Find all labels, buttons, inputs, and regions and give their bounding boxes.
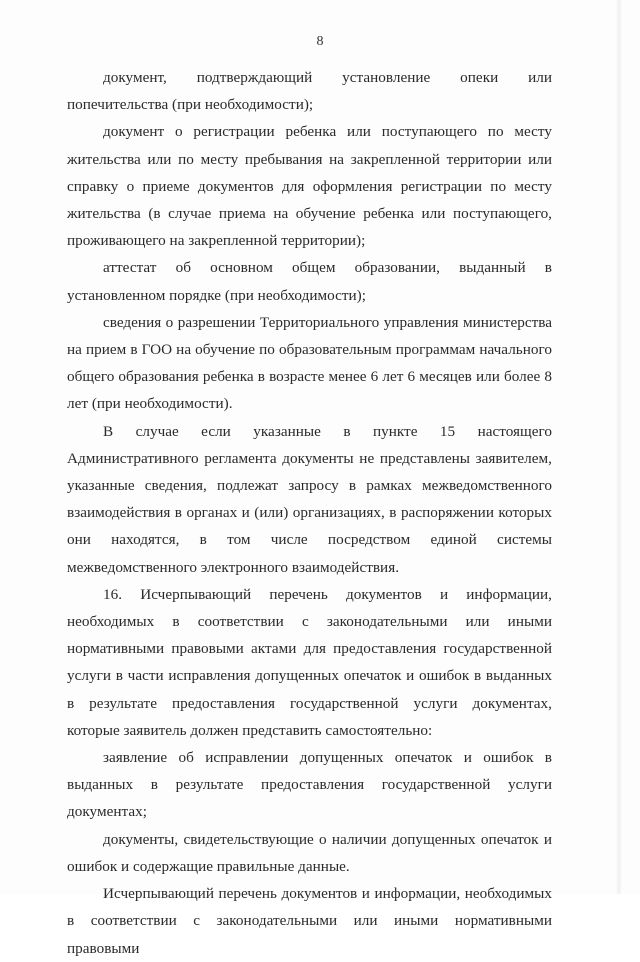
paragraph-interagency: В случае если указанные в пункте 15 настоящего Административного регламента документы не представлены заявителем, указанные сведения, подлежат запросу в рамках межведомственного взаимодействия в органах и (или) организациях, в распоряжении которых они находятся, в том числе посредством единой системы межведомственного электронного взаимодействия. bbox=[67, 422, 552, 576]
paragraph-item-16: 16. Исчерпывающий перечень документов и информации, необходимых в соответствии с законодательными или иными нормативными правовыми актами для предоставления государственной услуги в части исправления допущенных опечаток и ошибок в выданных в результате предоставления государственной услуги документах, которые заявитель должен представить самостоятельно: bbox=[67, 585, 552, 739]
paragraph-exhaustive-list: Исчерпывающий перечень документов и информации, необходимых в соответствии с законодательными или иными нормативными правовыми bbox=[67, 885, 552, 957]
paragraph-evidence-documents: документы, свидетельствующие о наличии допущенных опечаток и ошибок и содержащие правильные данные. bbox=[67, 830, 552, 875]
paragraph-guardianship: документ, подтверждающий установление опеки или попечительства (при необходимости); bbox=[67, 69, 552, 114]
scan-edge-shadow bbox=[616, 0, 622, 894]
paragraph-correction-request: заявление об исправлении допущенных опечаток и ошибок в выданных в результате предоставления государственной услуги документах; bbox=[67, 749, 552, 821]
page-number: 8 bbox=[316, 34, 324, 49]
paragraph-certificate: аттестат об основном общем образовании, выданный в установленном порядке (при необходимости); bbox=[67, 259, 552, 304]
paragraph-permission: сведения о разрешении Территориального управления министерства на прием в ГОО на обучение по образовательным программам начального общего образования ребенка в возрасте менее 6 лет 6 месяцев или более 8 лет (при необходимости). bbox=[67, 313, 552, 413]
document-body bbox=[67, 64, 552, 962]
paragraph-registration: документ о регистрации ребенка или поступающего по месту жительства или по месту пребывания на закрепленной территории или справку о приеме документов для оформления регистрации по месту жительства (в случае приема на обучение ребенка или поступающего, проживающего на закрепленной территории); bbox=[67, 123, 552, 250]
